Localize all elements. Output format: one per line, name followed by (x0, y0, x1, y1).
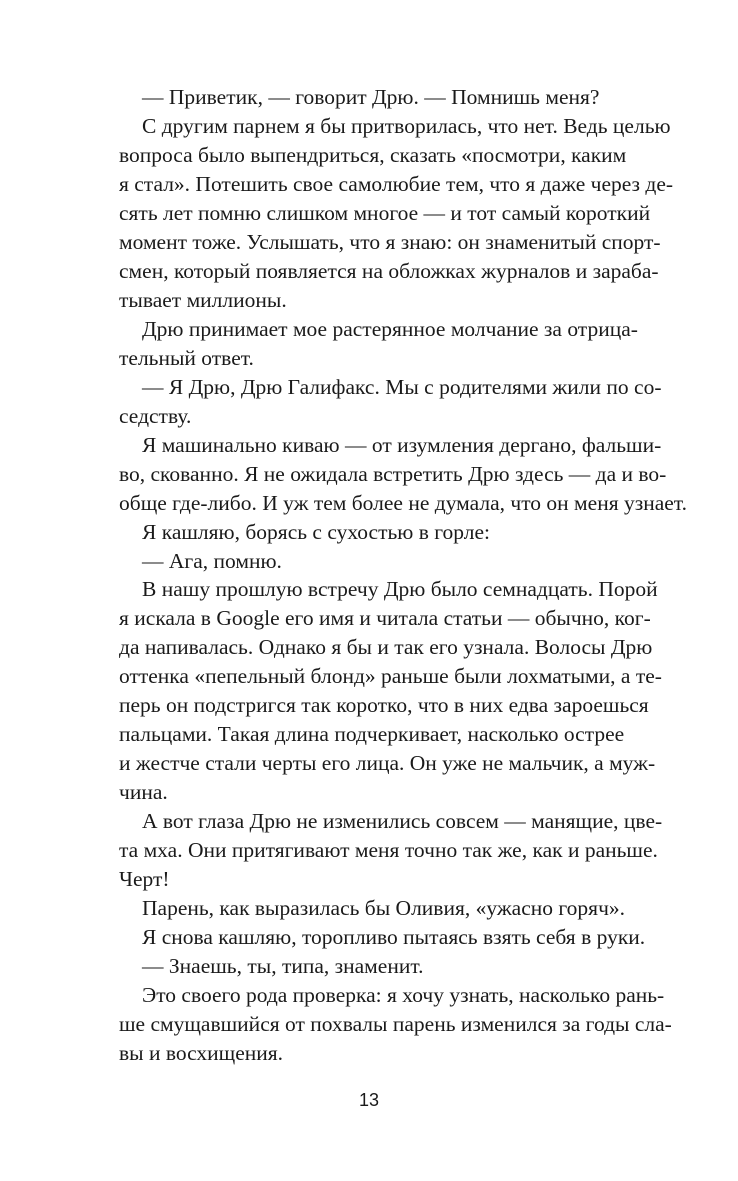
text-line: я стал». Потешить свое самолюбие тем, что я даже через де- (119, 172, 674, 196)
text-line: Черт! (119, 867, 170, 891)
page-number: 13 (358, 1090, 380, 1110)
text-line: Парень, как выразилась бы Оливия, «ужасно горяч». (142, 896, 626, 920)
text-line: я искала в Google его имя и читала статьи — обычно, ког- (119, 606, 651, 630)
text-line: обще где-либо. И уж тем более не думала, что он меня узнает. (119, 491, 687, 515)
text-line: — Приветик, — говорит Дрю. — Помнишь меня? (142, 85, 600, 109)
text-line: ше смущавшийся от похвалы парень изменился за годы сла- (119, 1012, 672, 1036)
text-line: тельный ответ. (119, 346, 254, 370)
text-line: момент тоже. Услышать, что я знаю: он знаменитый спорт- (119, 230, 661, 254)
text-line: чина. (119, 780, 168, 804)
text-line: — Я Дрю, Дрю Галифакс. Мы с родителями жили по со- (142, 375, 662, 399)
text-line: Я кашляю, борясь с сухостью в горле: (142, 520, 491, 544)
text-line: тывает миллионы. (119, 288, 287, 312)
text-line: Я снова кашляю, торопливо пытаясь взять себя в руки. (142, 925, 646, 949)
text-line: перь он подстригся так коротко, что в них едва зароешься (119, 693, 649, 717)
text-line: сять лет помню слишком многое — и тот самый короткий (119, 201, 651, 225)
text-line: — Ага, помню. (142, 549, 282, 573)
text-line: и жестче стали черты его лица. Он уже не мальчик, а муж- (119, 751, 656, 775)
text-line: вы и восхищения. (119, 1041, 284, 1065)
text-line: смен, который появляется на обложках журналов и зараба- (119, 259, 659, 283)
text-line: А вот глаза Дрю не изменились совсем — манящие, цве- (142, 809, 663, 833)
text-line: Это своего рода проверка: я хочу узнать, насколько рань- (142, 983, 665, 1007)
text-line: седству. (119, 404, 192, 428)
text-line: вопроса было выпендриться, сказать «посмотри, каким (119, 143, 627, 167)
text-line: Я машинально киваю — от изумления дергано, фальши- (142, 433, 662, 457)
text-line: та мха. Они притягивают меня точно так же, как и раньше. (119, 838, 658, 862)
text-line: да напивалась. Однако я бы и так его узнала. Волосы Дрю (119, 635, 653, 659)
text-line: пальцами. Такая длина подчеркивает, насколько острее (119, 722, 625, 746)
text-line: оттенка «пепельный блонд» раньше были лохматыми, а те- (119, 664, 662, 688)
text-line: С другим парнем я бы притворилась, что нет. Ведь целью (142, 114, 671, 138)
text-line: Дрю принимает мое растерянное молчание за отрица- (142, 317, 638, 341)
text-line: В нашу прошлую встречу Дрю было семнадцать. Порой (142, 577, 658, 601)
text-line: во, скованно. Я не ожидала встретить Дрю здесь — да и во- (119, 462, 667, 486)
text-line: — Знаешь, ты, типа, знаменит. (142, 954, 424, 978)
